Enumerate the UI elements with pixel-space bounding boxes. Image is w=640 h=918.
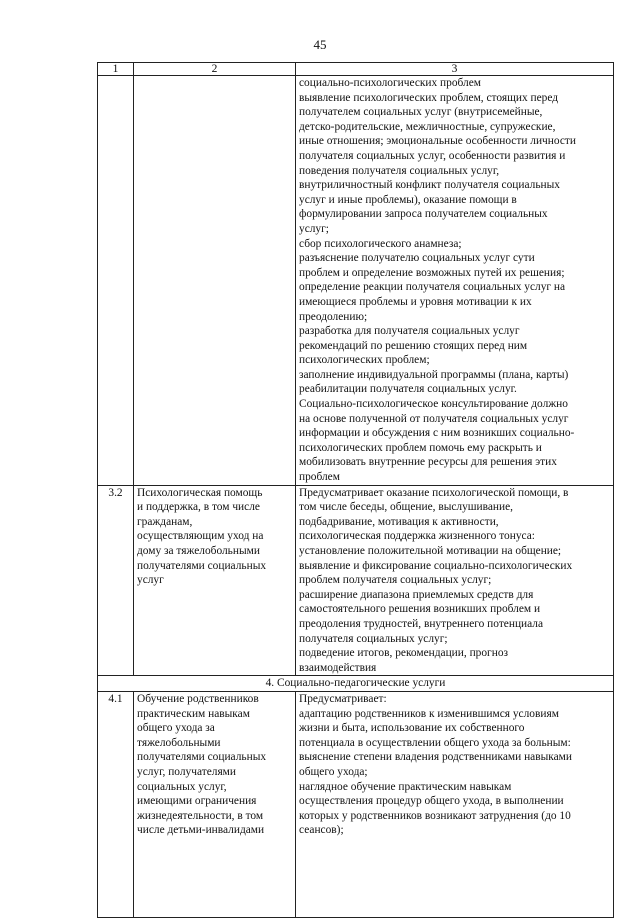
text-line: общего ухода за — [137, 722, 215, 735]
row-4-1-name — [134, 691, 296, 917]
text-line: сеансов); — [299, 824, 344, 837]
text-line: дому за тяжелобольными — [137, 545, 260, 557]
text-line: гражданам, — [137, 515, 193, 528]
text-line: мобилизовать внутренние ресурсы для решения этих — [299, 456, 557, 469]
row-3-2-num: 3.2 — [98, 485, 134, 676]
row-4-1-name-lines — [137, 692, 292, 838]
text-line: получателя социальных услуг, особенности развития и — [299, 149, 566, 162]
row-4-1-desc-lines — [299, 692, 610, 838]
text-line: получателя социальных услуг; — [299, 632, 448, 645]
text-line: адаптацию родственников к изменившимся условиям — [299, 707, 559, 720]
section-4-title: 4. Социально-педагогические услуги — [98, 676, 614, 692]
text-line: и поддержка, в том числе — [137, 501, 260, 514]
row-3-2-name-lines — [137, 486, 292, 588]
row-3-2-desc-lines — [299, 486, 610, 676]
text-line: определение реакции получателя социальных услуг на — [299, 281, 566, 294]
text-line: общего ухода; — [299, 765, 368, 778]
text-line: осуществления процедур общего ухода, в выполнении — [299, 795, 564, 808]
table-row-continued — [98, 76, 614, 486]
text-line: социально-психологических проблем — [299, 77, 482, 89]
text-line: тяжелобольными — [137, 736, 221, 749]
text-line: взаимодействия — [299, 661, 377, 674]
text-line: наглядное обучение практическим навыкам — [299, 780, 512, 793]
text-line: расширение диапазона приемлемых средств для — [299, 588, 534, 601]
text-line: психологических проблем; — [299, 354, 430, 367]
text-line: проблем — [299, 471, 340, 484]
text-line: практическим навыкам — [137, 707, 250, 720]
text-line: Психологическая помощь — [137, 486, 263, 499]
text-line: выявление психологических проблем, стоящих перед — [299, 91, 559, 104]
header-col-3: 3 — [296, 63, 614, 76]
text-line: проблем получателя социальных услуг; — [299, 574, 492, 587]
text-line: получателями социальных — [137, 751, 267, 764]
section-4-row — [98, 676, 614, 692]
text-line: социальных услуг, — [137, 780, 227, 793]
continued-desc-lines — [299, 76, 610, 485]
text-line: потенциала в осуществлении общего ухода за больным: — [299, 736, 571, 749]
text-line: поведения получателя социальных услуг, — [299, 164, 500, 177]
text-line: психологическая поддержка жизненного тонуса: — [299, 530, 535, 543]
table-row-4-1 — [98, 691, 614, 917]
text-line: услуг и иные проблемы), оказание помощи в — [299, 193, 517, 206]
text-line: проблем и определение возможных путей их решения; — [299, 266, 565, 279]
text-line: информации и обсуждения с ним возникших социально- — [299, 427, 575, 440]
text-line: услуг — [137, 574, 164, 587]
text-line: реабилитации получателя социальных услуг. — [299, 383, 517, 396]
text-line: Предусматривает: — [299, 692, 387, 705]
text-line: имеющиеся проблемы и уровня мотивации к их — [299, 295, 532, 308]
text-line: Обучение родственников — [137, 692, 259, 705]
text-line: которых у родственников возникают затруднения (до 10 — [299, 809, 571, 822]
text-line: сбор психологического анамнеза; — [299, 237, 462, 250]
header-col-2: 2 — [134, 63, 296, 76]
text-line: имеющими ограничения — [137, 795, 257, 808]
text-line: услуг; — [299, 222, 329, 235]
text-line: разъяснение получателю социальных услуг сути — [299, 252, 535, 265]
text-line: детско-родительские, межличностные, супружеские, — [299, 120, 556, 133]
text-line: внутриличностный конфликт получателя социальных — [299, 179, 560, 192]
text-line: получателем социальных услуг (внутрисемейные, — [299, 106, 543, 119]
text-line: преодолению; — [299, 310, 368, 323]
text-line: выяснение степени владения родственниками навыками — [299, 751, 572, 764]
text-line: том числе беседы, общение, выслушивание, — [299, 501, 514, 514]
text-line: психологических проблем помочь ему раскрыть и — [299, 441, 542, 454]
header-col-1: 1 — [98, 63, 134, 76]
text-line: заполнение индивидуальной программы (плана, карты) — [299, 368, 569, 381]
text-line: жизни и быта, использование их собственного — [299, 722, 525, 735]
row-3-2-desc — [296, 485, 614, 676]
row-4-1-desc — [296, 691, 614, 917]
text-line: Предусматривает оказание психологической помощи, в — [299, 486, 569, 499]
services-table — [97, 62, 614, 918]
continued-desc-cell — [296, 76, 614, 486]
text-line: выявление и фиксирование социально-психологических — [299, 559, 573, 572]
text-line: разработка для получателя социальных услуг — [299, 325, 520, 338]
text-line: услуг, получателями — [137, 765, 236, 778]
table-row-3-2 — [98, 485, 614, 676]
text-line: преодоления трудностей, внутреннего потенциала — [299, 617, 544, 630]
row-4-1-num: 4.1 — [98, 691, 134, 917]
text-line: осуществляющим уход на — [137, 530, 264, 543]
text-line: на основе полученной от получателя социальных услуг — [299, 412, 569, 425]
text-line: получателями социальных — [137, 559, 267, 572]
row-3-2-name — [134, 485, 296, 676]
continued-num-cell — [98, 76, 134, 486]
text-line: рекомендаций по решению стоящих перед ним — [299, 339, 528, 352]
text-line: установление положительной мотивации на общение; — [299, 545, 562, 557]
text-line: числе детьми-инвалидами — [137, 824, 265, 837]
text-line: жизнедеятельности, в том — [137, 809, 264, 822]
text-line: самостоятельного решения возникших проблем и — [299, 603, 541, 616]
text-line: формулировании запроса получателем социальных — [299, 208, 548, 221]
text-line: Социально-психологическое консультирование должно — [299, 398, 568, 411]
text-line: иные отношения; эмоциональные особенности личности — [299, 135, 576, 148]
table-header-row — [98, 63, 614, 76]
continued-name-cell — [134, 76, 296, 486]
text-line: подведение итогов, рекомендации, прогноз — [299, 647, 509, 660]
text-line: подбадривание, мотивация к активности, — [299, 515, 499, 528]
page-number: 45 — [313, 37, 327, 52]
